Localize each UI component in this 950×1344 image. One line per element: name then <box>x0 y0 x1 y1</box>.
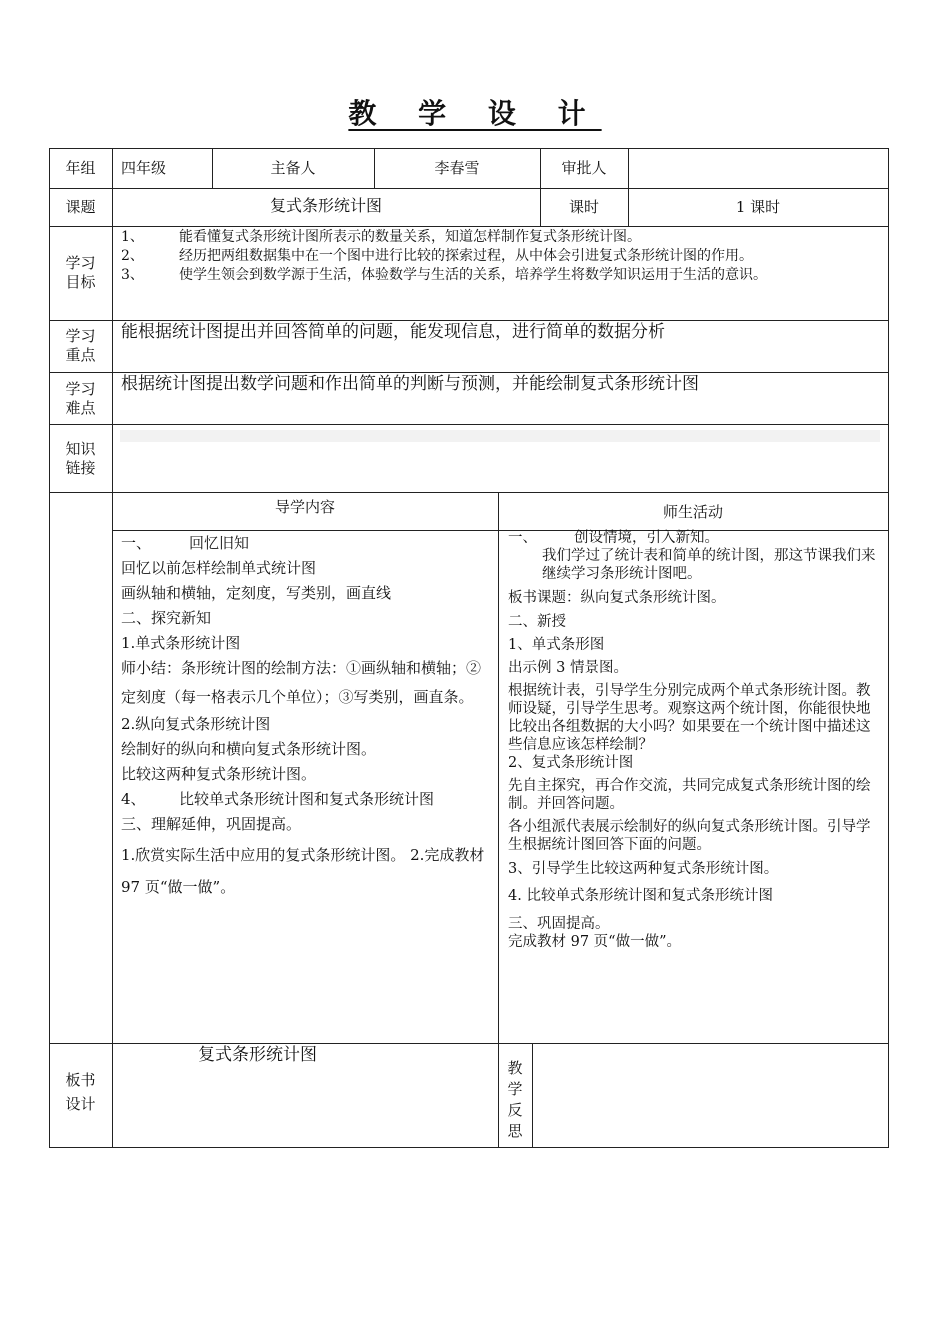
preparer-value: 李春雪 <box>434 159 480 177</box>
list-item: 回忆以前怎样绘制单式统计图 <box>121 559 317 577</box>
topic-value: 复式条形统计图 <box>269 196 382 215</box>
list-item: 画纵轴和横轴，定刻度，写类别，画直线 <box>121 584 392 602</box>
board-text: 复式条形统计图 <box>198 1045 317 1065</box>
list-item: 比较这两种复式条形统计图。 <box>121 765 317 783</box>
list-item: 2、 经历把两组数据集中在一个图中进行比较的探索过程，从中体会引进复式条形统计图的作用。 <box>121 248 753 264</box>
list-item: 我们学过了统计表和简单的统计图，那这节课我们来继续学习条形统计图吧。 <box>542 548 876 582</box>
list-item: 师小结：条形统计图的绘制方法：①画纵轴和横轴；②定刻度（每一格表示几个单位）；③写类别，画直条。 <box>121 659 482 706</box>
activity-header: 师生活动 <box>662 503 723 521</box>
list-item: 先自主探究，再合作交流，共同完成复式条形统计图的绘制。并回答问题。 <box>508 778 871 812</box>
difficulty-label: 学习 难点 <box>65 380 96 417</box>
topic-label: 课题 <box>65 198 96 216</box>
activity-content <box>508 529 884 951</box>
list-item: 三、理解延伸，巩固提高。 <box>121 815 302 833</box>
list-item: 三、巩固提高。 <box>508 916 610 932</box>
page-title: 教 学 设 计 <box>348 97 602 130</box>
focus-text: 能根据统计图提出并回答简单的问题，能发现信息，进行简单的数据分析 <box>121 322 665 342</box>
list-item: 二、新授 <box>508 614 566 630</box>
list-item: 3、 使学生领会到数学源于生活，体验数学与生活的关系，培养学生将数学知识运用于生活的意识。 <box>121 267 767 283</box>
list-item: 1.单式条形统计图 <box>121 634 241 652</box>
period-value: 1 课时 <box>735 198 781 216</box>
list-item: 1、 能看懂复式条形统计图所表示的数量关系，知道怎样制作复式条形统计图。 <box>121 229 641 245</box>
list-item: 一、 回忆旧知 <box>121 534 250 552</box>
grade-label: 年组 <box>65 159 96 177</box>
list-item: 一、 创设情境，引入新知。 <box>508 530 719 546</box>
list-item: 1.欣赏实际生活中应用的复式条形统计图。 2.完成教材 97 页“做一做”。 <box>121 846 485 896</box>
list-item: 二、探究新知 <box>121 609 212 627</box>
period-label: 课时 <box>568 198 599 216</box>
goals-list <box>121 228 886 285</box>
knowledge-label: 知识 链接 <box>65 440 96 477</box>
list-item: 1、单式条形图 <box>508 637 605 653</box>
list-item: 绘制好的纵向和横向复式条形统计图。 <box>121 740 377 758</box>
list-item: 4. 比较单式条形统计图和复式条形统计图 <box>508 888 773 904</box>
approver-label: 审批人 <box>561 159 607 177</box>
knowledge-content <box>120 430 880 442</box>
list-item: 板书课题：纵向复式条形统计图。 <box>508 590 726 606</box>
focus-label: 学习 重点 <box>65 327 96 364</box>
list-item: 2.纵向复式条形统计图 <box>121 715 271 733</box>
list-item: 出示例 3 情景图。 <box>508 660 628 676</box>
guide-content <box>121 531 493 903</box>
goals-label: 学习 目标 <box>65 254 96 291</box>
difficulty-text: 根据统计图提出数学问题和作出简单的判断与预测，并能绘制复式条形统计图 <box>121 374 699 394</box>
guide-header: 导学内容 <box>274 498 335 516</box>
list-item: 2、复式条形统计图 <box>508 755 634 771</box>
list-item: 根据统计表，引导学生分别完成两个单式条形统计图。教师设疑，引导学生思考。观察这两个统计图，你能很快地比较出各组数据的大小吗？如果要在一个统计图中描述这些信息应该怎样绘制？ <box>508 683 871 753</box>
list-item: 3、引导学生比较这两种复式条形统计图。 <box>508 861 779 877</box>
list-item: 各小组派代表展示绘制好的纵向复式条形统计图。引导学生根据统计图回答下面的问题。 <box>508 819 871 853</box>
reflection-label: 教 学 反 思 <box>507 1059 523 1140</box>
preparer-label: 主备人 <box>270 159 316 177</box>
list-item: 4、 比较单式条形统计图和复式条形统计图 <box>121 790 435 808</box>
board-label: 板书 设计 <box>65 1071 96 1113</box>
list-item: 完成教材 97 页“做一做”。 <box>508 934 681 950</box>
grade-value: 四年级 <box>121 159 167 177</box>
